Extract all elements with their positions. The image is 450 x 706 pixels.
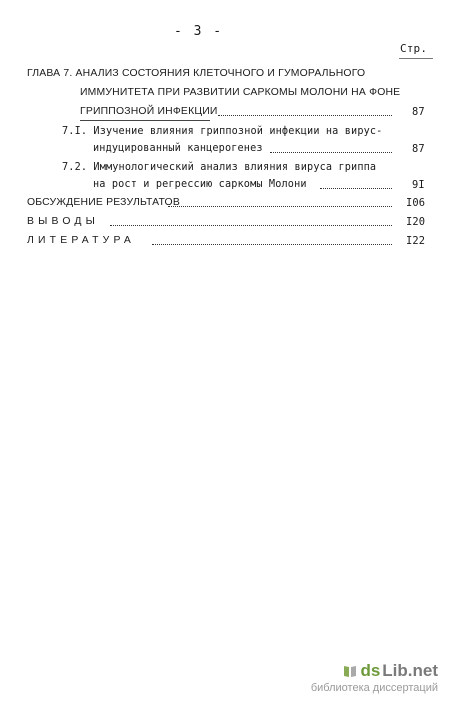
literature-label: ЛИТЕРАТУРА [27,235,136,246]
discussion-label: ОБСУЖДЕНИЕ РЕЗУЛЬТАТОВ [27,197,180,208]
section72-line1: 7.2. Иммунологический анализ влияния вируса гриппа [62,162,377,173]
section72-leader [320,188,392,189]
chapter7-title-underline [80,120,210,121]
page-number: - 3 - [174,24,224,39]
discussion-leader [168,206,392,207]
chapter7-page: 87 [412,106,425,118]
chapter7-title-line2: ИММУНИТЕТА ПРИ РАЗВИТИИ САРКОМЫ МОЛОНИ НА ФОНЕ [80,87,401,98]
section71-line1: 7.I. Изучение влияния гриппозной инфекции на вирус- [62,126,383,137]
watermark [311,661,438,694]
literature-leader [152,244,392,245]
header-underline [399,58,433,59]
conclusions-page: I20 [406,216,426,228]
watermark-brand-lib: Lib.net [382,661,438,680]
conclusions-leader [110,225,392,226]
chapter7-title-line1: ГЛАВА 7. АНАЛИЗ СОСТОЯНИЯ КЛЕТОЧНОГО И ГУМОРАЛЬНОГО [27,68,366,79]
section72-page: 9I [412,179,425,191]
literature-page: I22 [406,235,426,247]
watermark-logo [311,661,438,681]
page-column-header: Стр. [400,42,428,55]
section71-leader [270,152,392,153]
conclusions-label: ВЫВОДЫ [27,216,100,227]
book-icon [342,663,358,679]
section72-line2: на рост и регрессию саркомы Молони [93,179,307,190]
watermark-tagline: библиотека диссертаций [310,682,438,694]
section71-page: 87 [412,143,425,155]
watermark-brand-ds: ds [360,661,381,680]
discussion-page: I06 [406,197,426,209]
chapter7-title-line3: ГРИППОЗНОЙ ИНФЕКЦИИ [80,106,218,117]
chapter7-leader [218,115,392,116]
section71-line2: индуцированный канцерогенез [93,143,263,154]
